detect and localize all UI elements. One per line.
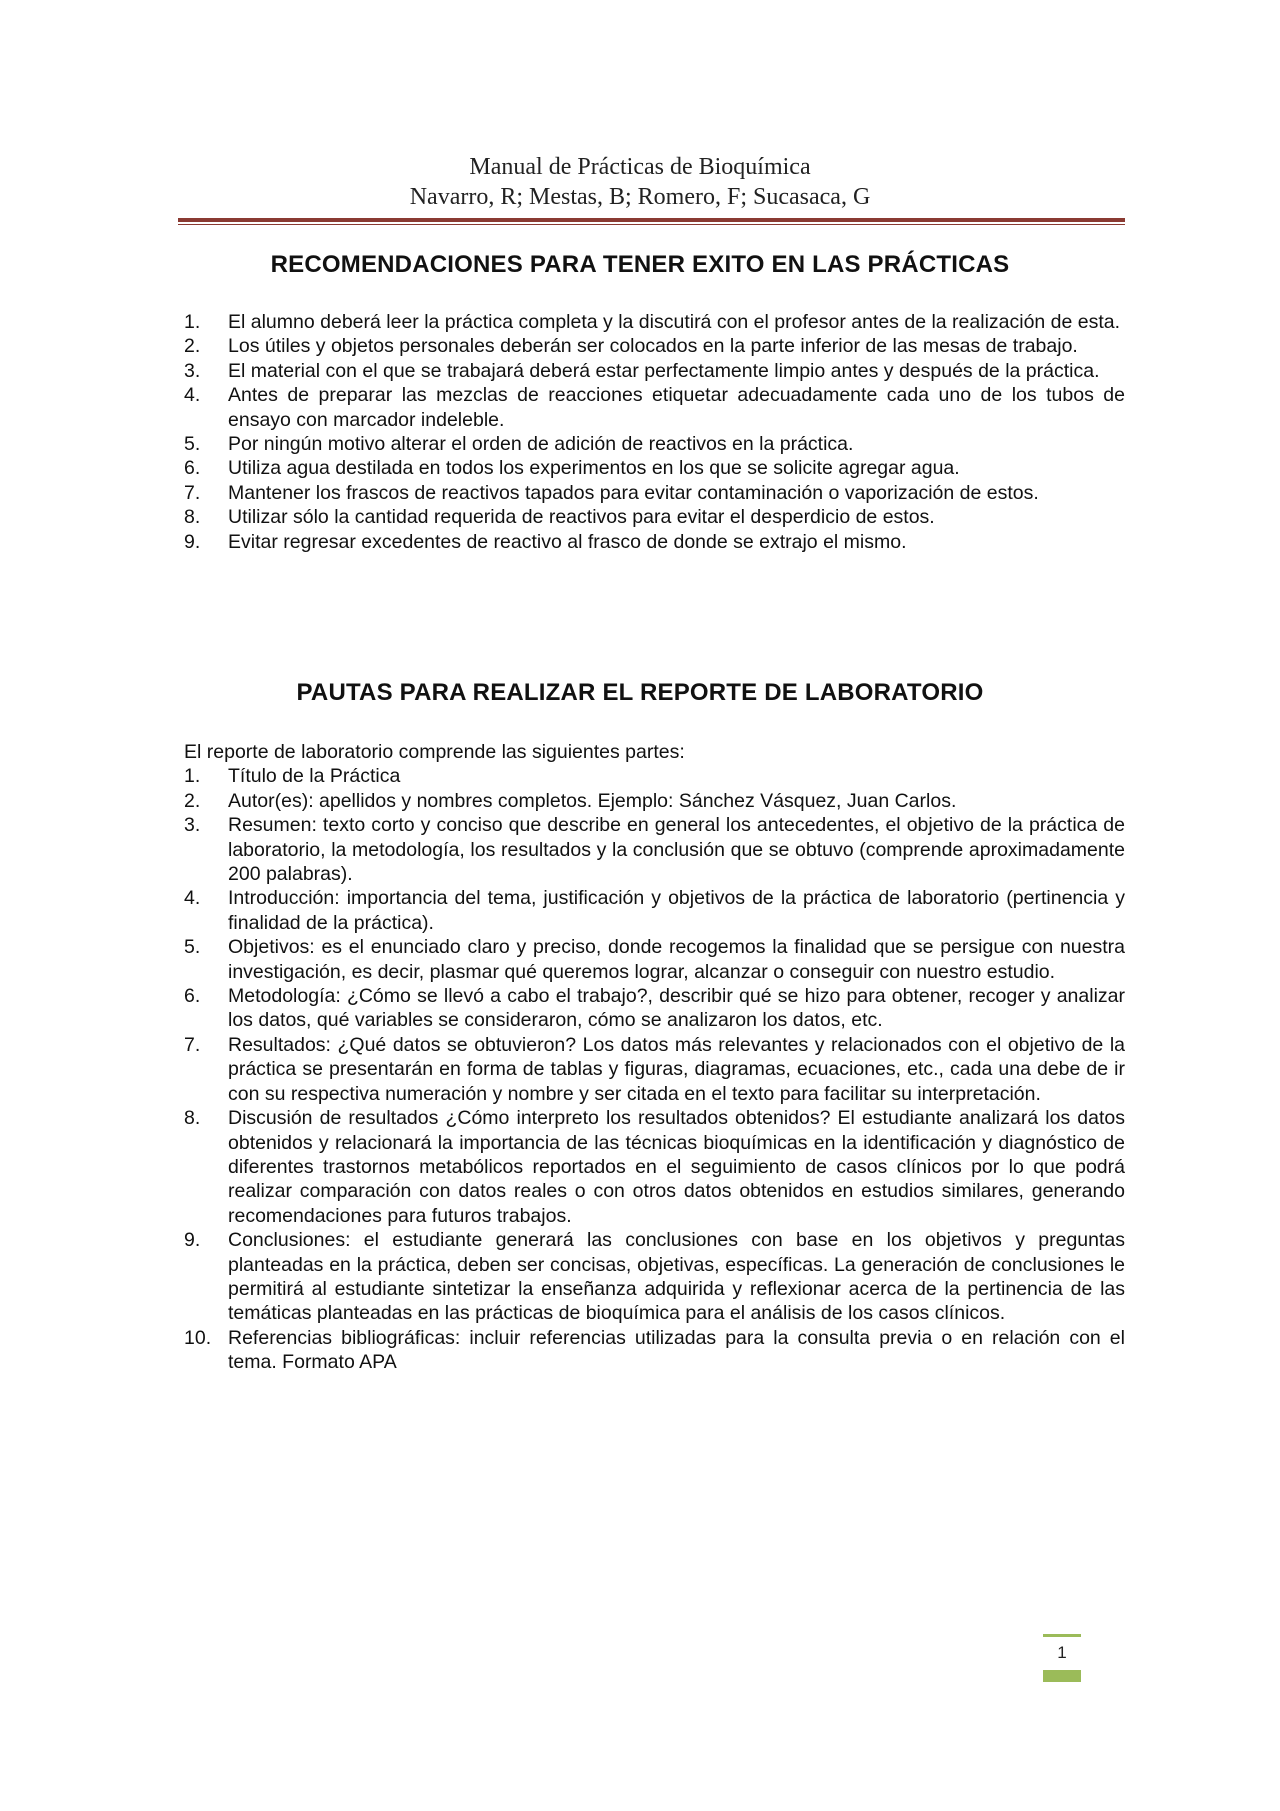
header-divider [178, 218, 1125, 222]
list-item-number: 3. [184, 359, 201, 382]
list-item-text: Los útiles y objetos personales deberán ser colocados en la parte inferior de las mesas de trabajo. [228, 335, 1078, 358]
list-item [184, 359, 1125, 383]
report-intro: El reporte de laboratorio comprende las siguientes partes: [184, 741, 685, 763]
list-item [184, 505, 1125, 529]
list-item-text: Antes de preparar las mezclas de reacciones etiquetar adecuadamente cada uno de los tubos de ensayo con marcador indeleble. [228, 384, 1125, 431]
list-item [184, 334, 1125, 358]
list-item-text: El material con el que se trabajará deberá estar perfectamente limpio antes y después de la práctica. [228, 359, 1100, 382]
list-item [184, 789, 1125, 813]
list-item [184, 310, 1125, 334]
list-item [184, 813, 1125, 886]
list-item-number: 6. [184, 457, 201, 480]
list-item-text: Autor(es): apellidos y nombres completos. Ejemplo: Sánchez Vásquez, Juan Carlos. [228, 789, 957, 812]
list-item [184, 1033, 1125, 1106]
list-item-number: 2. [184, 335, 201, 358]
list-item-number: 7. [184, 1033, 201, 1056]
list-item-number: 8. [184, 506, 201, 529]
list-item-text: Conclusiones: el estudiante generará las conclusiones con base en los objetivos y preguntas planteadas en la práctica, deben ser concisas, objetivas, específicas. La generación de conclusiones le permitirá al estudiante sintetizar la enseñanza adquirida y reflexionar acerca de la pertinencia de las temáticas planteadas en las prácticas de bioquímica para el análisis de los casos clínicos. [228, 1229, 1125, 1325]
header-manual-title: Manual de Prácticas de Bioquímica [469, 154, 811, 180]
section-title-pautas: PAUTAS PARA REALIZAR EL REPORTE DE LABORATORIO [296, 679, 984, 706]
list-item [184, 1106, 1125, 1228]
list-item [184, 456, 1125, 480]
section-title-recomendaciones: RECOMENDACIONES PARA TENER EXITO EN LAS PRÁCTICAS [270, 251, 1010, 278]
header-divider-thin [178, 224, 1125, 225]
list-item [184, 984, 1125, 1033]
footer-bar-bottom [1043, 1670, 1081, 1682]
list-item-text: Resultados: ¿Qué datos se obtuvieron? Los datos más relevantes y relacionados con el objetivo de la práctica se presentarán en forma de tablas y figuras, diagramas, ecuaciones, etc., cada una debe de ir con su respectiva numeración y nombre y ser citada en el texto para facilitar su interpretación. [228, 1033, 1125, 1105]
list-item-number: 6. [184, 985, 201, 1008]
list-item-number: 5. [184, 936, 201, 959]
list-item [184, 1228, 1125, 1326]
list-item-number: 3. [184, 814, 201, 837]
report-guidelines [184, 740, 1125, 1375]
page-footer [1043, 1634, 1081, 1682]
list-item-text: El alumno deberá leer la práctica completa y la discutirá con el profesor antes de la realización de esta. [228, 311, 1121, 333]
list-item-text: Discusión de resultados ¿Cómo interpreto los resultados obtenidos? El estudiante analizará los datos obtenidos y relacionará la importancia de las técnicas bioquímicas en la identificación y diagnóstico de diferentes trastornos metabólicos reportados en el seguimiento de casos clínicos por lo que podrá realizar comparación con datos reales o con otros datos obtenidos en estudios similares, generando recomendaciones para futuros trabajos. [228, 1107, 1125, 1227]
list-item-text: Por ningún motivo alterar el orden de adición de reactivos en la práctica. [228, 433, 854, 456]
list-item [184, 764, 1125, 788]
list-item-text: Mantener los frascos de reactivos tapados para evitar contaminación o vaporización de estos. [228, 481, 1039, 504]
page-header [0, 152, 1280, 212]
list-item-text: Objetivos: es el enunciado claro y preciso, donde recogemos la finalidad que se persigue con nuestra investigación, es decir, plasmar qué queremos lograr, alcanzar o conseguir con nuestro estudio. [228, 936, 1125, 983]
list-item-number: 7. [184, 481, 201, 504]
recommendations-list [184, 310, 1125, 554]
list-item [184, 1326, 1125, 1375]
list-item-text: Utilizar sólo la cantidad requerida de reactivos para evitar el desperdicio de estos. [228, 506, 935, 529]
list-item [184, 432, 1125, 456]
list-item-text: Evitar regresar excedentes de reactivo al frasco de donde se extrajo el mismo. [228, 530, 907, 553]
footer-bar-top [1043, 1634, 1081, 1637]
header-authors: Navarro, R; Mestas, B; Romero, F; Sucasaca, G [409, 184, 871, 210]
list-item-number: 9. [184, 1229, 201, 1252]
list-item-text: Metodología: ¿Cómo se llevó a cabo el trabajo?, describir qué se hizo para obtener, recoger y analizar los datos, qué variables se consideraron, cómo se analizaron los datos, etc. [228, 985, 1125, 1032]
list-item-text: Utiliza agua destilada en todos los experimentos en los que se solicite agregar agua. [228, 457, 960, 480]
list-item [184, 886, 1125, 935]
list-item-number: 1. [184, 765, 201, 788]
list-item-text: Introducción: importancia del tema, justificación y objetivos de la práctica de laboratorio (pertinencia y finalidad de la práctica). [228, 887, 1125, 934]
list-item-number: 9. [184, 530, 201, 553]
page-number: 1 [1057, 1643, 1067, 1662]
list-item-text: Referencias bibliográficas: incluir referencias utilizadas para la consulta previa o en relación con el tema. Formato APA [228, 1326, 1125, 1374]
list-item-number: 8. [184, 1107, 201, 1130]
list-item-number: 4. [184, 887, 201, 910]
list-item-number: 4. [184, 384, 201, 407]
list-item-text: Título de la Práctica [228, 765, 401, 788]
list-item-number: 1. [184, 311, 201, 333]
list-item-number: 2. [184, 789, 201, 812]
list-item-number: 10. [184, 1326, 212, 1349]
list-item [184, 935, 1125, 984]
list-item-number: 5. [184, 433, 201, 456]
list-item [184, 481, 1125, 505]
list-item [184, 383, 1125, 432]
list-item [184, 530, 1125, 554]
list-item-text: Resumen: texto corto y conciso que describe en general los antecedentes, el objetivo de la práctica de laboratorio, la metodología, los resultados y la conclusión que se obtuvo (comprende aproximadamente 200 palabras). [228, 814, 1125, 886]
